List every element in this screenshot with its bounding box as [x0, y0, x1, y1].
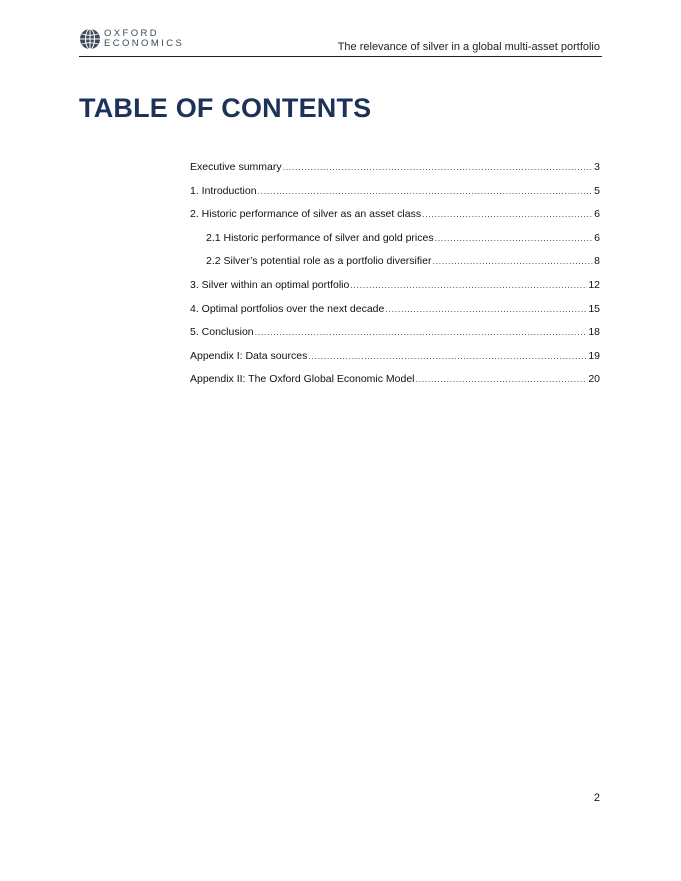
- toc-entry-label: 2.2 Silver’s potential role as a portfolio diversifier: [206, 255, 432, 268]
- toc-entry-label: 4. Optimal portfolios over the next decade: [190, 302, 385, 315]
- logo-wordmark: [104, 29, 184, 49]
- toc-entry[interactable]: [190, 373, 600, 397]
- toc-entry-page: 15: [588, 302, 600, 315]
- toc-leader-dots: [422, 209, 593, 219]
- toc-entry-label: Appendix I: Data sources: [190, 349, 308, 362]
- toc-subentry[interactable]: [190, 255, 600, 279]
- toc-entry-page: 20: [588, 373, 600, 386]
- toc-leader-dots: [432, 256, 593, 266]
- toc-entry[interactable]: [190, 208, 600, 232]
- header-title: The relevance of silver in a global multi-asset portfolio: [337, 41, 600, 53]
- toc-leader-dots: [435, 233, 594, 243]
- oxford-economics-logo: [79, 28, 184, 50]
- toc-entry-label: 1. Introduction: [190, 184, 257, 197]
- toc-entry[interactable]: [190, 350, 600, 374]
- toc-leader-dots: [308, 351, 587, 361]
- toc-entry-label: Executive summary: [190, 161, 282, 173]
- toc-entry-page: 5: [594, 184, 600, 197]
- logo-line-oxford: OXFORD: [104, 28, 160, 39]
- toc-entry-page: 3: [594, 161, 600, 173]
- toc-leader-dots: [350, 280, 587, 290]
- toc-leader-dots: [255, 327, 588, 337]
- toc-entry-label: 2. Historic performance of silver as an asset class: [190, 208, 422, 221]
- toc-entry[interactable]: [190, 185, 600, 209]
- toc-entry-page: 8: [594, 255, 600, 268]
- toc-entry-page: 6: [594, 231, 600, 244]
- toc-entry-page: 19: [588, 349, 600, 362]
- toc-entry-label: 3. Silver within an optimal portfolio: [190, 278, 350, 291]
- table-of-contents: [190, 161, 600, 397]
- page-header: [79, 28, 602, 57]
- toc-entry[interactable]: [190, 279, 600, 303]
- toc-entry-page: 18: [588, 326, 600, 339]
- globe-logo-icon: [79, 28, 101, 50]
- logo-line-economics: ECONOMICS: [104, 38, 185, 49]
- toc-leader-dots: [385, 304, 587, 314]
- toc-entry-label: 2.1 Historic performance of silver and gold prices: [206, 231, 434, 244]
- toc-entry[interactable]: [190, 303, 600, 327]
- toc-entry-page: 12: [588, 278, 600, 291]
- toc-leader-dots: [283, 162, 594, 172]
- page-title: TABLE OF CONTENTS: [79, 93, 372, 123]
- toc-entry-label: 5. Conclusion: [190, 326, 254, 339]
- toc-entry[interactable]: [190, 161, 600, 185]
- page-number: 2: [593, 792, 600, 804]
- toc-entry-label: Appendix II: The Oxford Global Economic Model: [190, 373, 415, 386]
- toc-entry[interactable]: [190, 326, 600, 350]
- toc-leader-dots: [258, 186, 594, 196]
- toc-entry-page: 6: [594, 208, 600, 221]
- toc-leader-dots: [416, 374, 588, 384]
- toc-subentry[interactable]: [190, 232, 600, 256]
